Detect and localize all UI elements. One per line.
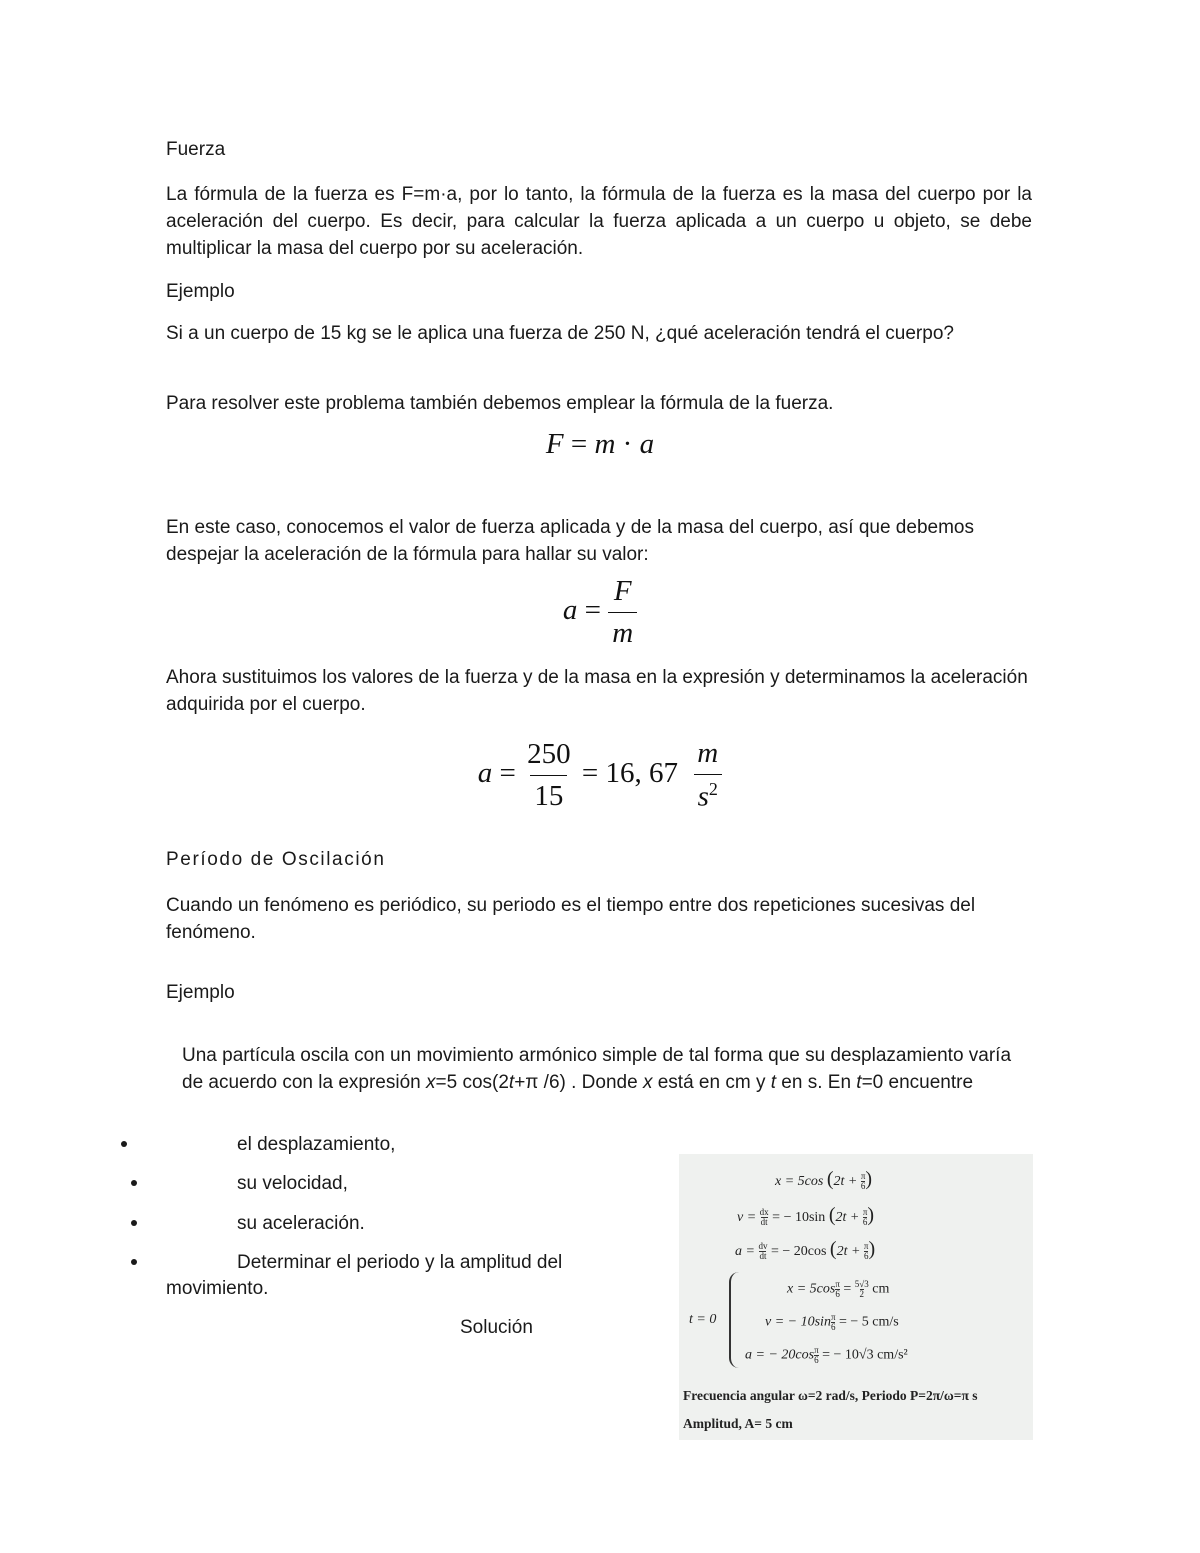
formula-result-lhs: a bbox=[477, 756, 493, 789]
eq-a-text: a = bbox=[735, 1244, 759, 1259]
formula-result-unit bbox=[693, 737, 722, 814]
bullet-item: el desplazamiento, bbox=[237, 1134, 396, 1155]
solution-eq-v bbox=[737, 1204, 874, 1227]
formula-result-numerator: 250 bbox=[527, 737, 571, 770]
solution-eq-x bbox=[775, 1168, 872, 1191]
frac-den: 6 bbox=[830, 1322, 836, 1332]
section-title-fuerza: Fuerza bbox=[166, 139, 226, 160]
frac-den: dt bbox=[759, 1251, 767, 1262]
angular-frequency-line: Frecuencia angular ω=2 rad/s, Periodo P=2π/ω=π s bbox=[683, 1388, 978, 1403]
formula-acc-lhs: a bbox=[562, 594, 578, 627]
t-equals-zero: t = 0 bbox=[689, 1312, 717, 1327]
frac-num: π bbox=[835, 1279, 840, 1289]
oscillation-problem bbox=[182, 1042, 1032, 1096]
paren-close: ) bbox=[867, 1204, 875, 1226]
formula-result-fraction bbox=[523, 738, 575, 813]
fuerza-intro-paragraph: La fórmula de la fuerza es F=m·a, por lo tanto, la fórmula de la fuerza es la masa del cuerpo por la aceleración del cuerpo. Es decir, para calcular la fuerza aplicada a un cuerpo u objeto, se debe multiplicar la masa del cuerpo por su aceleración. bbox=[166, 184, 1032, 259]
problem-text-4: está en cm y bbox=[652, 1072, 771, 1093]
problem-text-1: Una partícula oscila con un movimiento armónico simple de tal forma que su desplazamiento varía de acuerdo con la expresión bbox=[182, 1045, 1012, 1093]
problem-text-3: +π /6) . Donde bbox=[514, 1072, 643, 1093]
step1-paragraph: Para resolver este problema también debemos emplear la fórmula de la fuerza. bbox=[166, 393, 834, 414]
formula-result-eq: = bbox=[499, 756, 516, 789]
problem-var-t: t bbox=[508, 1072, 515, 1093]
bullet-item: Determinar el periodo y la amplitud del bbox=[237, 1252, 563, 1273]
case1-text: x = 5cos bbox=[787, 1281, 836, 1297]
paren-open: ( bbox=[826, 1168, 834, 1190]
eq-v-arg: 2t + bbox=[835, 1210, 863, 1225]
problem-var-x: x bbox=[426, 1072, 436, 1093]
formula-force-lhs: F bbox=[545, 428, 564, 460]
bullet-dot bbox=[131, 1220, 137, 1226]
case-velocity bbox=[765, 1313, 899, 1332]
frac-num: π bbox=[860, 1171, 866, 1182]
formula-result bbox=[0, 737, 1200, 814]
paren-close: ) bbox=[868, 1238, 876, 1260]
eq-x-arg: 2t + bbox=[833, 1174, 861, 1189]
bullet-dot bbox=[121, 1141, 127, 1147]
formula-force-eq: = bbox=[570, 428, 588, 460]
paren-close: ) bbox=[865, 1168, 873, 1190]
case3-mid: = − 10√3 cm/s² bbox=[818, 1347, 908, 1363]
step3-paragraph: Ahora sustituimos los valores de la fuerza y de la masa en la expresión y determinamos la aceleración adquirida por el cuerpo. bbox=[166, 667, 1028, 715]
eq-a-mid: = − 20cos bbox=[770, 1244, 827, 1259]
example-label: Ejemplo bbox=[166, 281, 235, 302]
case2-mid: = − 5 cm/s bbox=[835, 1314, 899, 1330]
paren-open: ( bbox=[828, 1204, 836, 1226]
case1-mid: = bbox=[839, 1281, 855, 1297]
formula-result-unit-den bbox=[694, 774, 722, 814]
formula-result-eq2: = bbox=[581, 756, 599, 789]
frac-num: dv bbox=[758, 1241, 768, 1252]
frac-den: 6 bbox=[835, 1289, 840, 1299]
step2-paragraph: En este caso, conocemos el valor de fuerza aplicada y de la masa del cuerpo, así que debemos despejar la aceleración de la fórmula para hallar su valor: bbox=[166, 517, 974, 565]
eq-a-arg: 2t + bbox=[836, 1244, 864, 1259]
small-fraction bbox=[758, 1242, 767, 1261]
frac-num: π bbox=[863, 1241, 869, 1252]
case2-text: v = − 10sin bbox=[765, 1314, 831, 1330]
oscilacion-definition: Cuando un fenómeno es periódico, su periodo es el tiempo entre dos repeticiones sucesivas del fenómeno. bbox=[166, 895, 976, 943]
problem-text-5: en s. En bbox=[776, 1072, 857, 1093]
formula-result-unit-num: m bbox=[697, 737, 719, 769]
case1-unit: cm bbox=[868, 1281, 890, 1297]
problem-var-x2: x bbox=[642, 1072, 653, 1093]
section-title-oscilacion: Período de Oscilación bbox=[166, 849, 386, 870]
small-fraction bbox=[855, 1280, 869, 1299]
bullet-item: su velocidad, bbox=[237, 1173, 348, 1194]
frac-num: π bbox=[830, 1312, 836, 1322]
frac-den: 6 bbox=[814, 1355, 819, 1365]
formula-force-m: m bbox=[594, 428, 616, 460]
formula-force-a: a bbox=[639, 428, 655, 460]
unit-den-exp: 2 bbox=[708, 779, 718, 799]
bullet-item: su aceleración. bbox=[237, 1213, 365, 1234]
amplitude-line: Amplitud, A= 5 cm bbox=[683, 1416, 793, 1431]
frac-num: 5√3 bbox=[854, 1279, 869, 1289]
bullet-dot bbox=[131, 1259, 137, 1265]
paren-open: ( bbox=[829, 1238, 837, 1260]
eq-v-text: v = bbox=[737, 1210, 760, 1225]
formula-acc-denominator: m bbox=[608, 612, 637, 650]
formula-result-value: 16, 67 bbox=[605, 756, 678, 789]
frac-den: 6 bbox=[860, 1181, 866, 1192]
solution-label: Solución bbox=[460, 1317, 533, 1338]
problem-paragraph: Si a un cuerpo de 15 kg se le aplica una fuerza de 250 N, ¿qué aceleración tendrá el cuerpo? bbox=[166, 323, 954, 344]
small-fraction bbox=[760, 1208, 769, 1227]
frac-num: π bbox=[862, 1207, 868, 1218]
formula-acc-numerator: F bbox=[613, 575, 632, 607]
formula-force-dot: · bbox=[622, 428, 633, 460]
example-label-2: Ejemplo bbox=[166, 982, 235, 1003]
problem-text-2: =5 cos(2 bbox=[435, 1072, 509, 1093]
frac-num: dx bbox=[759, 1207, 769, 1218]
case3-text: a = − 20cos bbox=[745, 1347, 815, 1363]
frac-den: 2 bbox=[859, 1289, 864, 1299]
formula-result-denominator: 15 bbox=[530, 775, 567, 813]
frac-num: π bbox=[814, 1345, 819, 1355]
cases-brace bbox=[729, 1272, 739, 1368]
unit-den-s: s bbox=[697, 780, 709, 813]
solution-eq-a bbox=[735, 1238, 875, 1261]
frac-den: 6 bbox=[863, 1251, 869, 1262]
problem-var-t3: t bbox=[856, 1072, 862, 1093]
problem-var-t2: t bbox=[770, 1072, 777, 1093]
bullet-dot bbox=[131, 1180, 137, 1186]
formula-acc-eq: = bbox=[584, 594, 601, 627]
formula-acceleration bbox=[0, 575, 1200, 650]
solution-image bbox=[679, 1154, 1033, 1440]
frac-den: 6 bbox=[862, 1217, 868, 1228]
frac-den: dt bbox=[760, 1217, 768, 1228]
case-acceleration bbox=[745, 1346, 908, 1365]
formula-acc-fraction bbox=[608, 575, 637, 650]
case-displacement bbox=[787, 1280, 889, 1299]
eq-v-mid: = − 10sin bbox=[772, 1210, 826, 1225]
formula-force bbox=[0, 428, 1200, 461]
bullet-continuation: movimiento. bbox=[166, 1278, 269, 1299]
problem-text-6: =0 encuentre bbox=[861, 1072, 974, 1093]
eq-x-text: x = 5cos bbox=[775, 1174, 824, 1189]
